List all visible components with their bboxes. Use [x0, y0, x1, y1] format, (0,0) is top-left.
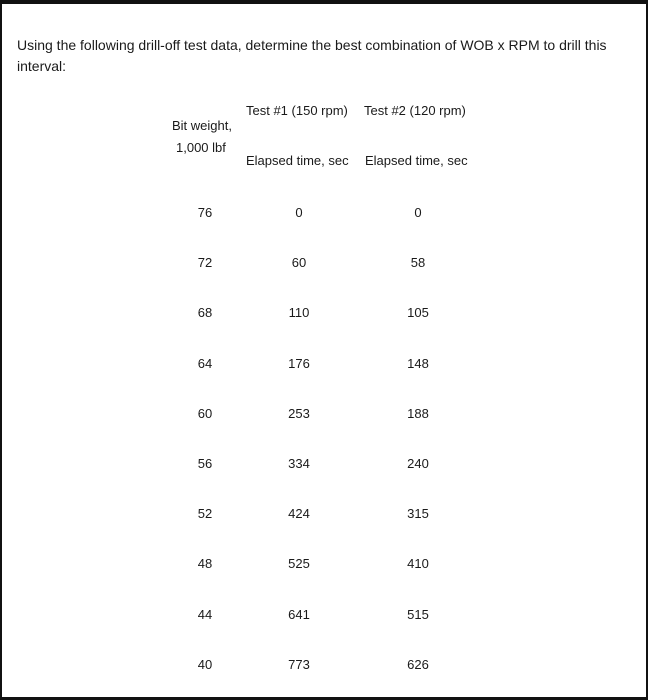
cell-t2: 515: [407, 607, 429, 622]
cell-wob: 68: [197, 305, 213, 320]
header-test1-sub: Elapsed time, sec: [246, 153, 349, 168]
header-test2: Test #2 (120 rpm): [364, 103, 466, 118]
cell-wob: 64: [197, 356, 213, 371]
cell-t1: 641: [288, 607, 310, 622]
cell-t2: 148: [407, 356, 429, 371]
cell-wob: 72: [197, 255, 213, 270]
cell-t2: 240: [407, 456, 429, 471]
cell-wob: 60: [197, 406, 213, 421]
header-bit-weight-line1: Bit weight,: [172, 118, 232, 133]
cell-t1: 525: [288, 556, 310, 571]
cell-t2: 315: [407, 506, 429, 521]
cell-t1: 110: [288, 305, 310, 320]
cell-t2: 410: [407, 556, 429, 571]
cell-t2: 105: [407, 305, 429, 320]
cell-t1: 424: [288, 506, 310, 521]
top-divider: [0, 0, 648, 4]
question-text: Using the following drill-off test data, determine the best combination of WOB x RPM to drill this interval:: [17, 37, 607, 74]
cell-wob: 76: [197, 205, 213, 220]
cell-wob: 56: [197, 456, 213, 471]
header-bit-weight-line2: 1,000 lbf: [176, 140, 226, 155]
cell-wob: 48: [197, 556, 213, 571]
cell-wob: 52: [197, 506, 213, 521]
cell-t1: 253: [288, 406, 310, 421]
cell-t2: 626: [407, 657, 429, 672]
cell-wob: 44: [197, 607, 213, 622]
cell-t1: 773: [288, 657, 310, 672]
header-test1: Test #1 (150 rpm): [246, 103, 348, 118]
cell-t1: 334: [288, 456, 310, 471]
header-test2-sub: Elapsed time, sec: [365, 153, 468, 168]
cell-t1: 0: [295, 205, 303, 220]
cell-t2: 188: [407, 406, 429, 421]
cell-t2: 58: [410, 255, 426, 270]
cell-t1: 176: [288, 356, 310, 371]
cell-t1: 60: [291, 255, 307, 270]
cell-wob: 40: [197, 657, 213, 672]
cell-t2: 0: [414, 205, 422, 220]
